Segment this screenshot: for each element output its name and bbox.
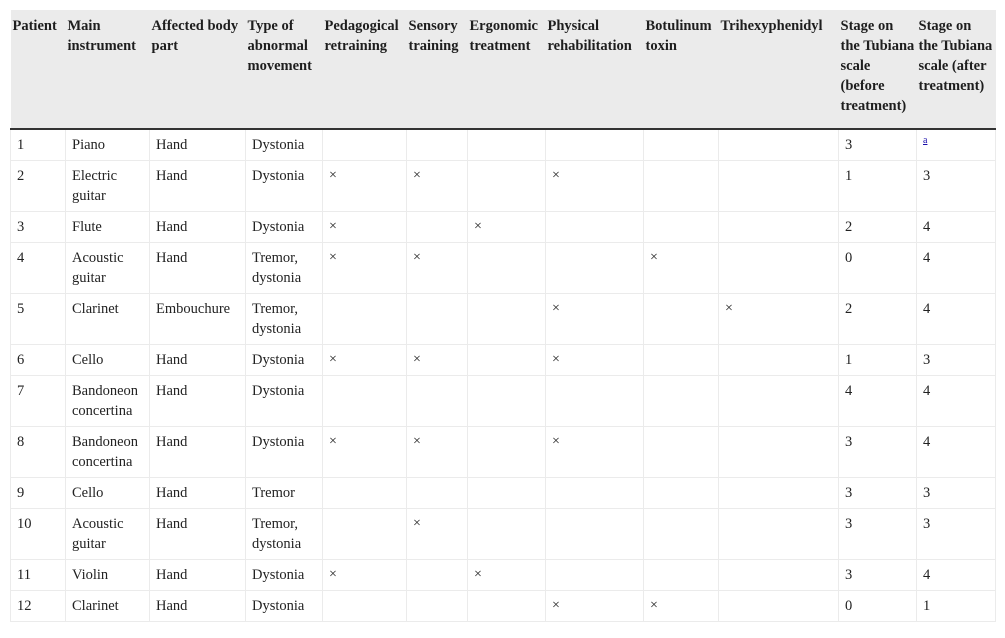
cell-body-part-value: Hand — [156, 567, 188, 583]
cell-body-part — [150, 376, 246, 427]
cell-instrument — [66, 129, 150, 161]
cell-body-part-value: Hand — [156, 352, 188, 368]
cell-movement-type — [246, 294, 323, 345]
cell-pedagogical-retraining — [323, 294, 407, 345]
cell-patient — [11, 345, 66, 376]
table-row — [11, 560, 996, 591]
cell-movement-type — [246, 376, 323, 427]
cell-instrument — [66, 478, 150, 509]
cell-physical-rehabilitation — [546, 129, 644, 161]
table-body — [11, 129, 996, 622]
cell-stage-before-value: 2 — [845, 219, 853, 235]
cell-physical-rehabilitation-value: × — [552, 301, 560, 316]
cell-stage-before — [839, 243, 917, 294]
cell-stage-after-value: 1 — [923, 598, 931, 614]
cell-pedagogical-retraining-value: × — [329, 567, 337, 582]
cell-stage-after — [917, 129, 996, 161]
header-main-instrument: Main instrument — [66, 10, 150, 129]
cell-trihexyphenidyl — [719, 294, 839, 345]
cell-instrument — [66, 509, 150, 560]
cell-stage-after — [917, 427, 996, 478]
cell-body-part-value: Hand — [156, 598, 188, 614]
cell-sensory-training — [407, 478, 468, 509]
cell-body-part-value: Hand — [156, 137, 188, 153]
cell-stage-before-value: 1 — [845, 352, 853, 368]
cell-pedagogical-retraining — [323, 129, 407, 161]
cell-patient — [11, 591, 66, 622]
cell-sensory-training-value: × — [413, 434, 421, 449]
cell-ergonomic-treatment — [468, 129, 546, 161]
cell-botulinum-toxin — [644, 243, 719, 294]
cell-trihexyphenidyl — [719, 591, 839, 622]
cell-physical-rehabilitation-value: × — [552, 598, 560, 613]
cell-pedagogical-retraining — [323, 161, 407, 212]
header-patient: Patient — [11, 10, 66, 129]
cell-pedagogical-retraining — [323, 243, 407, 294]
cell-movement-type-value: Dystonia — [252, 352, 305, 368]
cell-botulinum-toxin — [644, 129, 719, 161]
cell-stage-before-value: 0 — [845, 250, 853, 266]
cell-patient-value: 2 — [17, 168, 25, 184]
cell-physical-rehabilitation — [546, 376, 644, 427]
cell-body-part — [150, 243, 246, 294]
table-row — [11, 129, 996, 161]
cell-sensory-training — [407, 129, 468, 161]
cell-body-part — [150, 212, 246, 243]
cell-body-part — [150, 509, 246, 560]
header-botulinum-toxin: Botulinum toxin — [644, 10, 719, 129]
cell-movement-type-value: Dystonia — [252, 567, 305, 583]
cell-ergonomic-treatment-value: × — [474, 567, 482, 582]
cell-trihexyphenidyl — [719, 243, 839, 294]
cell-botulinum-toxin-value: × — [650, 250, 658, 265]
cell-pedagogical-retraining — [323, 427, 407, 478]
cell-stage-after-value: 3 — [923, 485, 931, 501]
header-physical-rehabilitation: Physical rehabilitation — [546, 10, 644, 129]
cell-stage-after-value: 4 — [923, 250, 931, 266]
cell-instrument — [66, 345, 150, 376]
cell-botulinum-toxin — [644, 161, 719, 212]
cell-body-part-value: Hand — [156, 219, 188, 235]
cell-trihexyphenidyl — [719, 161, 839, 212]
cell-botulinum-toxin — [644, 560, 719, 591]
header-stage-after: Stage on the Tubiana scale (after treatment) — [917, 10, 996, 129]
cell-botulinum-toxin — [644, 294, 719, 345]
cell-movement-type — [246, 243, 323, 294]
cell-sensory-training-value: × — [413, 516, 421, 531]
cell-stage-before — [839, 294, 917, 345]
cell-stage-before-value: 3 — [845, 567, 853, 583]
cell-sensory-training — [407, 427, 468, 478]
cell-movement-type — [246, 478, 323, 509]
cell-ergonomic-treatment — [468, 161, 546, 212]
cell-body-part — [150, 427, 246, 478]
patient-treatment-table — [10, 10, 996, 622]
cell-movement-type — [246, 427, 323, 478]
cell-trihexyphenidyl — [719, 129, 839, 161]
cell-patient — [11, 509, 66, 560]
header-row — [11, 10, 996, 129]
cell-ergonomic-treatment-value: × — [474, 219, 482, 234]
cell-body-part-value: Hand — [156, 434, 188, 450]
cell-instrument — [66, 243, 150, 294]
footnote-link[interactable]: a — [923, 135, 928, 147]
cell-physical-rehabilitation — [546, 478, 644, 509]
cell-stage-before-value: 3 — [845, 137, 853, 153]
cell-sensory-training — [407, 161, 468, 212]
cell-patient — [11, 560, 66, 591]
cell-pedagogical-retraining-value: × — [329, 434, 337, 449]
cell-stage-before — [839, 376, 917, 427]
cell-stage-after — [917, 161, 996, 212]
table-row — [11, 427, 996, 478]
cell-patient — [11, 294, 66, 345]
cell-pedagogical-retraining — [323, 509, 407, 560]
cell-stage-after — [917, 478, 996, 509]
cell-instrument-value: Electric guitar — [72, 168, 118, 204]
cell-movement-type — [246, 129, 323, 161]
cell-ergonomic-treatment — [468, 560, 546, 591]
cell-patient-value: 9 — [17, 485, 25, 501]
header-trihexyphenidyl: Trihexyphenidyl — [719, 10, 839, 129]
cell-instrument — [66, 591, 150, 622]
cell-stage-after — [917, 560, 996, 591]
table-row — [11, 509, 996, 560]
cell-patient-value: 10 — [17, 516, 32, 532]
cell-stage-before — [839, 129, 917, 161]
cell-instrument-value: Cello — [72, 485, 104, 501]
cell-patient-value: 11 — [17, 567, 31, 583]
cell-stage-before — [839, 560, 917, 591]
header-sensory-training: Sensory training — [407, 10, 468, 129]
cell-movement-type-value: Dystonia — [252, 219, 305, 235]
cell-patient-value: 5 — [17, 301, 25, 317]
cell-stage-after — [917, 212, 996, 243]
cell-instrument — [66, 427, 150, 478]
cell-botulinum-toxin — [644, 376, 719, 427]
cell-ergonomic-treatment — [468, 591, 546, 622]
cell-sensory-training — [407, 212, 468, 243]
cell-trihexyphenidyl — [719, 345, 839, 376]
cell-trihexyphenidyl — [719, 376, 839, 427]
header-stage-before: Stage on the Tubiana scale (before treatment) — [839, 10, 917, 129]
cell-instrument-value: Piano — [72, 137, 106, 153]
cell-physical-rehabilitation-value: × — [552, 352, 560, 367]
table-row — [11, 478, 996, 509]
cell-instrument — [66, 212, 150, 243]
cell-instrument — [66, 560, 150, 591]
cell-botulinum-toxin — [644, 591, 719, 622]
cell-pedagogical-retraining-value: × — [329, 352, 337, 367]
cell-stage-before-value: 3 — [845, 485, 853, 501]
cell-ergonomic-treatment — [468, 294, 546, 345]
table-row — [11, 345, 996, 376]
cell-instrument-value: Clarinet — [72, 598, 119, 614]
cell-body-part-value: Hand — [156, 168, 188, 184]
cell-instrument-value: Cello — [72, 352, 104, 368]
cell-ergonomic-treatment — [468, 376, 546, 427]
cell-botulinum-toxin — [644, 427, 719, 478]
cell-stage-after — [917, 294, 996, 345]
cell-pedagogical-retraining-value: × — [329, 250, 337, 265]
cell-trihexyphenidyl — [719, 560, 839, 591]
cell-instrument — [66, 376, 150, 427]
cell-stage-after — [917, 345, 996, 376]
cell-stage-before-value: 1 — [845, 168, 853, 184]
cell-patient — [11, 427, 66, 478]
cell-stage-after-value: 3 — [923, 168, 931, 184]
table-row — [11, 591, 996, 622]
cell-movement-type-value: Dystonia — [252, 137, 305, 153]
cell-ergonomic-treatment — [468, 243, 546, 294]
cell-ergonomic-treatment — [468, 509, 546, 560]
cell-sensory-training — [407, 345, 468, 376]
cell-stage-before-value: 3 — [845, 516, 853, 532]
table-row — [11, 376, 996, 427]
cell-physical-rehabilitation — [546, 591, 644, 622]
cell-physical-rehabilitation — [546, 345, 644, 376]
cell-instrument-value: Violin — [72, 567, 109, 583]
cell-movement-type — [246, 212, 323, 243]
cell-pedagogical-retraining — [323, 591, 407, 622]
cell-sensory-training — [407, 509, 468, 560]
cell-body-part — [150, 591, 246, 622]
cell-instrument — [66, 161, 150, 212]
cell-body-part-value: Hand — [156, 383, 188, 399]
cell-ergonomic-treatment — [468, 478, 546, 509]
cell-stage-after — [917, 591, 996, 622]
cell-body-part — [150, 478, 246, 509]
cell-stage-after-value: 3 — [923, 352, 931, 368]
cell-patient — [11, 376, 66, 427]
cell-physical-rehabilitation — [546, 294, 644, 345]
cell-ergonomic-treatment — [468, 212, 546, 243]
header-affected-body-part: Affected body part — [150, 10, 246, 129]
cell-sensory-training — [407, 294, 468, 345]
cell-stage-before-value: 4 — [845, 383, 853, 399]
cell-body-part — [150, 294, 246, 345]
cell-pedagogical-retraining — [323, 478, 407, 509]
cell-patient — [11, 478, 66, 509]
cell-botulinum-toxin — [644, 212, 719, 243]
cell-physical-rehabilitation — [546, 243, 644, 294]
cell-stage-after-value: 4 — [923, 567, 931, 583]
cell-physical-rehabilitation — [546, 212, 644, 243]
cell-stage-before — [839, 161, 917, 212]
cell-movement-type — [246, 345, 323, 376]
cell-sensory-training-value: × — [413, 168, 421, 183]
cell-stage-before — [839, 212, 917, 243]
cell-pedagogical-retraining — [323, 560, 407, 591]
cell-patient — [11, 243, 66, 294]
header-ergonomic-treatment: Ergonomic treatment — [468, 10, 546, 129]
cell-patient — [11, 161, 66, 212]
cell-body-part — [150, 345, 246, 376]
cell-stage-before-value: 3 — [845, 434, 853, 450]
cell-botulinum-toxin-value: × — [650, 598, 658, 613]
cell-botulinum-toxin — [644, 509, 719, 560]
cell-stage-before — [839, 591, 917, 622]
cell-movement-type-value: Tremor, dystonia — [252, 301, 302, 337]
cell-instrument-value: Bandoneon concertina — [72, 434, 139, 470]
cell-instrument — [66, 294, 150, 345]
table-row — [11, 161, 996, 212]
cell-pedagogical-retraining-value: × — [329, 168, 337, 183]
cell-botulinum-toxin — [644, 478, 719, 509]
cell-movement-type-value: Dystonia — [252, 168, 305, 184]
cell-stage-before — [839, 509, 917, 560]
cell-instrument-value: Bandoneon concertina — [72, 383, 139, 419]
cell-pedagogical-retraining — [323, 212, 407, 243]
cell-movement-type — [246, 509, 323, 560]
cell-stage-before — [839, 427, 917, 478]
cell-patient — [11, 212, 66, 243]
cell-physical-rehabilitation — [546, 427, 644, 478]
cell-body-part — [150, 129, 246, 161]
cell-instrument-value: Acoustic guitar — [72, 250, 124, 286]
cell-sensory-training-value: × — [413, 352, 421, 367]
cell-ergonomic-treatment — [468, 427, 546, 478]
cell-stage-after-value: 3 — [923, 516, 931, 532]
cell-pedagogical-retraining-value: × — [329, 219, 337, 234]
cell-stage-before — [839, 345, 917, 376]
cell-physical-rehabilitation-value: × — [552, 168, 560, 183]
table-header — [11, 10, 996, 129]
cell-movement-type-value: Dystonia — [252, 434, 305, 450]
cell-movement-type-value: Dystonia — [252, 383, 305, 399]
cell-stage-after-value: 4 — [923, 383, 931, 399]
cell-patient-value: 4 — [17, 250, 25, 266]
cell-body-part-value: Hand — [156, 485, 188, 501]
cell-pedagogical-retraining — [323, 345, 407, 376]
cell-trihexyphenidyl — [719, 509, 839, 560]
cell-patient — [11, 129, 66, 161]
cell-stage-after-value: 4 — [923, 301, 931, 317]
cell-movement-type — [246, 560, 323, 591]
cell-physical-rehabilitation — [546, 560, 644, 591]
cell-stage-before-value: 0 — [845, 598, 853, 614]
cell-patient-value: 8 — [17, 434, 25, 450]
cell-stage-after — [917, 243, 996, 294]
cell-stage-after — [917, 509, 996, 560]
header-movement-type: Type of abnormal movement — [246, 10, 323, 129]
cell-body-part-value: Hand — [156, 250, 188, 266]
table-container — [10, 10, 995, 622]
cell-stage-after-value: 4 — [923, 434, 931, 450]
cell-patient-value: 6 — [17, 352, 25, 368]
cell-body-part-value: Hand — [156, 516, 188, 532]
cell-body-part — [150, 161, 246, 212]
table-row — [11, 212, 996, 243]
cell-body-part-value: Embouchure — [156, 301, 231, 317]
cell-trihexyphenidyl — [719, 478, 839, 509]
cell-pedagogical-retraining — [323, 376, 407, 427]
cell-movement-type-value: Tremor, dystonia — [252, 250, 302, 286]
cell-ergonomic-treatment — [468, 345, 546, 376]
table-row — [11, 294, 996, 345]
cell-sensory-training — [407, 560, 468, 591]
cell-stage-after — [917, 376, 996, 427]
cell-movement-type — [246, 161, 323, 212]
cell-botulinum-toxin — [644, 345, 719, 376]
cell-patient-value: 1 — [17, 137, 25, 153]
cell-stage-before-value: 2 — [845, 301, 853, 317]
cell-movement-type — [246, 591, 323, 622]
cell-trihexyphenidyl-value: × — [725, 301, 733, 316]
cell-instrument-value: Flute — [72, 219, 102, 235]
cell-sensory-training-value: × — [413, 250, 421, 265]
cell-body-part — [150, 560, 246, 591]
cell-trihexyphenidyl — [719, 427, 839, 478]
header-pedagogical-retraining: Pedagogical retraining — [323, 10, 407, 129]
cell-physical-rehabilitation — [546, 509, 644, 560]
cell-movement-type-value: Tremor, dystonia — [252, 516, 302, 552]
cell-physical-rehabilitation — [546, 161, 644, 212]
cell-trihexyphenidyl — [719, 212, 839, 243]
cell-patient-value: 3 — [17, 219, 25, 235]
cell-sensory-training — [407, 243, 468, 294]
cell-sensory-training — [407, 376, 468, 427]
cell-stage-before — [839, 478, 917, 509]
cell-instrument-value: Clarinet — [72, 301, 119, 317]
cell-movement-type-value: Dystonia — [252, 598, 305, 614]
cell-sensory-training — [407, 591, 468, 622]
cell-patient-value: 7 — [17, 383, 25, 399]
cell-patient-value: 12 — [17, 598, 32, 614]
cell-movement-type-value: Tremor — [252, 485, 295, 501]
table-row — [11, 243, 996, 294]
cell-physical-rehabilitation-value: × — [552, 434, 560, 449]
cell-instrument-value: Acoustic guitar — [72, 516, 124, 552]
cell-stage-after-value: 4 — [923, 219, 931, 235]
